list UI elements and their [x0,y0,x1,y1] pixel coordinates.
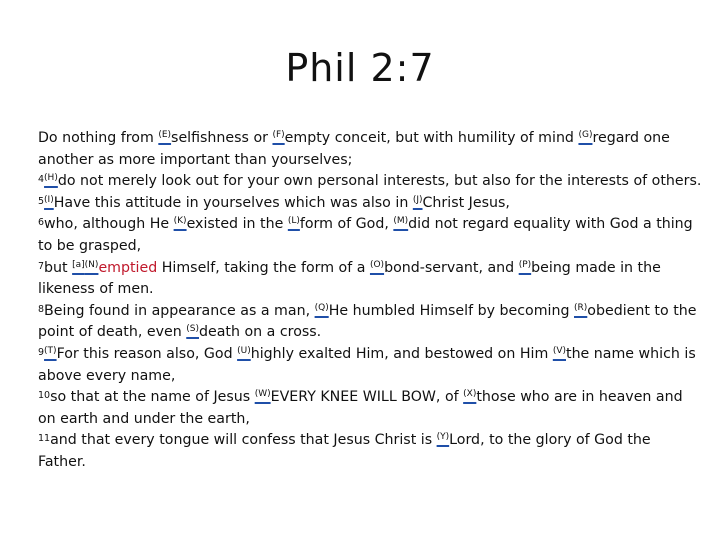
verse-text: For this reason also, God [56,345,238,362]
verse-number: 10 [38,390,51,402]
verse-text: so that at the name of Jesus [50,389,255,406]
verse-number: 8 [38,303,45,315]
cross-reference-link[interactable]: (J) [412,194,423,205]
verse-text: Lord, to the glory of God the Father. [38,432,651,470]
verse-text: bond-servant, and [384,259,519,276]
verse-text: Have this attitude in yourselves which was also in [53,194,413,211]
verse-text: do not merely look out for your own personal interests, but also for the interests of others. [57,173,702,190]
verse-number: 5 [38,195,45,207]
cross-reference-link[interactable]: (F) [272,130,285,140]
verse-text: existed in the [186,216,288,233]
verse-text: Himself, taking the form of a [157,259,370,276]
verse-text: selfishness or [171,130,273,146]
cross-reference-link[interactable]: (S) [186,324,199,335]
verse [38,171,702,193]
cross-reference-link[interactable]: (R) [574,302,588,313]
verse-text: He humbled Himself by becoming [328,302,574,319]
verse-number: 11 [38,433,51,445]
verse-text: Do nothing from [38,130,159,146]
cross-reference-link[interactable]: (V) [552,345,566,356]
cross-reference-link[interactable]: (X) [463,389,477,400]
verse [38,301,702,344]
verse [38,387,702,430]
slide-title: Phil 2:7 [285,46,435,90]
verse-number: 6 [38,217,45,229]
verse [38,430,702,473]
verse-text: highly exalted Him, and bestowed on Him [250,345,553,362]
cross-reference-link[interactable]: (K) [173,216,187,227]
verse-text: being made in the likeness of men. [38,259,661,298]
verse [38,258,702,301]
verse-number: 7 [38,260,45,272]
verse-text: but [44,259,73,276]
cross-reference-link[interactable]: (W) [254,389,271,400]
cross-reference-link[interactable]: [a] [72,259,85,270]
verse [38,193,702,215]
cross-reference-link[interactable]: (O) [369,259,385,270]
verse [38,128,702,171]
cross-reference-link[interactable]: (M) [393,216,409,227]
verse [38,344,702,387]
cross-reference-link[interactable]: (H) [44,173,58,184]
cross-reference-link[interactable]: (P) [518,259,532,270]
verse-text: EVERY KNEE WILL BOW, of [270,389,464,406]
verse-text: obedient to the point of death, even [38,302,697,341]
cross-reference-link[interactable]: (U) [237,345,251,356]
verse-text: those who are in heaven and on earth and under the earth, [38,389,683,427]
cross-reference-link[interactable]: (E) [158,130,172,140]
verse-text: death on a cross. [199,324,322,341]
verse-text: who, although He [44,216,174,233]
cross-reference-link[interactable]: (I) [44,194,54,205]
verse-text: empty conceit, but with humility of mind [284,130,579,146]
verse-text: did not regard equality with God a thing to be grasped, [38,216,693,254]
scripture-body [38,128,702,474]
verse-text: and that every tongue will confess that Jesus Christ is [50,432,437,449]
verse-text: the name which is above every name, [38,345,696,384]
highlighted-word: emptied [98,259,158,276]
verse [38,214,702,257]
cross-reference-link[interactable]: (Q) [314,302,329,313]
verse-text: Christ Jesus, [422,194,510,211]
cross-reference-link[interactable]: (T) [44,345,57,356]
verse-number: 4 [38,174,45,186]
cross-reference-link[interactable]: (Y) [436,432,450,443]
verse-number: 9 [38,346,45,358]
verse-text: form of God, [299,216,394,233]
verse-text: Being found in appearance as a man, [44,302,315,319]
verse-text: regard one another as more important than yourselves; [38,130,670,168]
cross-reference-link[interactable]: (G) [578,130,593,140]
cross-reference-link[interactable]: (L) [287,216,300,227]
cross-reference-link[interactable]: (N) [84,259,99,270]
